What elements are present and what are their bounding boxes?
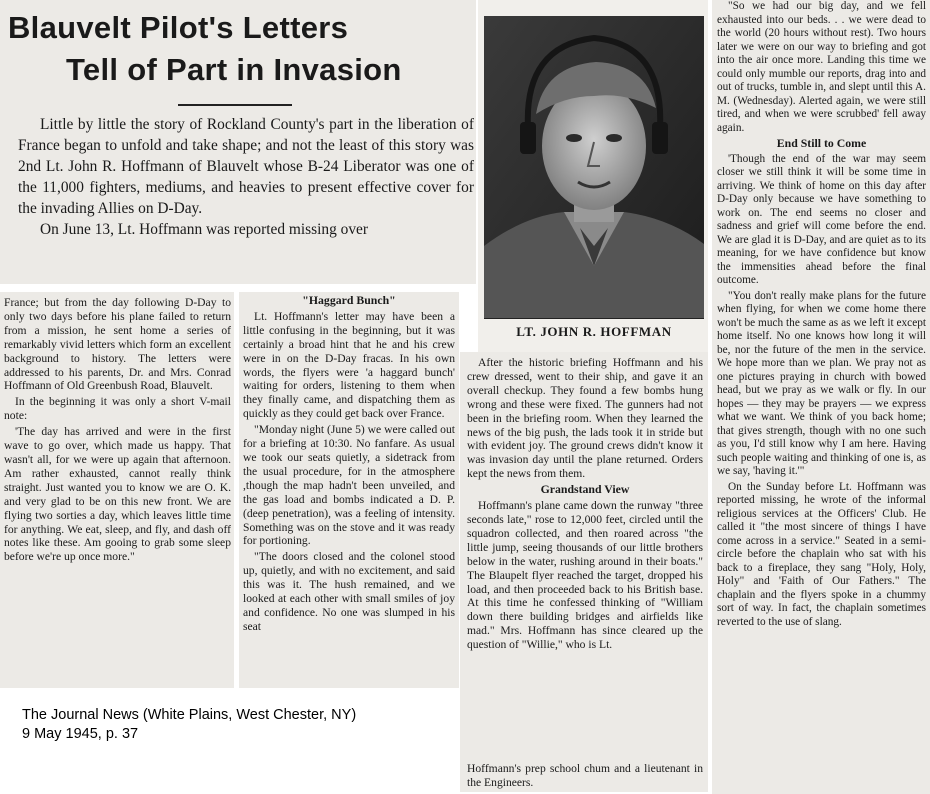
headline-line-1: Blauvelt Pilot's Letters	[8, 10, 349, 45]
column-3-subhead: Grandstand View	[540, 482, 630, 497]
column-3-text	[467, 356, 703, 654]
source-date-page: 9 May 1945, p. 37	[22, 726, 139, 742]
pilot-portrait-image	[484, 16, 704, 318]
column-2-subhead: "Haggard Bunch"	[302, 293, 396, 307]
column-4-paragraph-2: 'Though the end of the war may seem closer we still think it will be some time in arriving. We think of home on this day after D-Day only because we have something to work on. The end seems no closer and sadness and grief will come before the end. We are glad it is D-Day, and are quiet as to its meaning, for we have confidence but know the immensities ahead before the final outcome.	[717, 152, 926, 286]
column-4-text	[717, 0, 926, 631]
column-4-paragraph-1: "So we had our big day, and we fell exhausted into our beds. . . we were dead to the world (20 hours without rest). Two hours later we were on our way to briefing and got into the air once more. Landing this time we could only mumble our reports, drag into and out of trucks, tumble in, and slept until this A. M. (Wednesday). Alerted again, we were still tired, and when we were scrubbed' fell away again.	[717, 0, 926, 134]
lead-paragraph-1: Little by little the story of Rockland County's part in the liberation of France began to unfold and take shape; and not the least of this story was 2nd Lt. John R. Hoffmann of Blauvelt whose B-24 Liberator was one of the 11,000 fighters, mediums, and heavies to present effective cover for the invading Allies on D-Day.	[18, 116, 474, 217]
pilot-portrait-photo	[484, 16, 704, 318]
column-3-continuation	[467, 762, 703, 792]
column-1-paragraph-1: France; but from the day following D-Day to only two days before his plane failed to return from a mission, he sent home a series of remarkably vivid letters which form an excellent background to history. The letters were addressed to his parents, Dr. and Mrs. Conrad Hoffmann of Old Greenbush Road, Blauvelt.	[4, 296, 231, 393]
column-3-paragraph-1: After the historic briefing Hoffmann and his crew dressed, went to their ship, and gave it an overall checkup. They found a few bombs hung wrong and these were fixed. The gunners had not been in the briefing room. When they learned the news of the big push, the lads took it in stride but with evident joy. The ground crews didn't know it was invasion day until the plane returned. Orders kept the news from them.	[467, 356, 703, 481]
headline-line-2: Tell of Part in Invasion	[66, 52, 402, 87]
headline-rule	[178, 104, 292, 106]
column-2-paragraph-1: Lt. Hoffmann's letter may have been a little confusing in the beginning, but it was certainly a broad hint that he and his crew were in on the D-Day fracas. In his own words, the flyers were 'a haggard bunch' waiting for orders, listening to them when they finally came, and dispatching them as quickly as they could get back over France.	[243, 309, 455, 421]
column-1-paragraph-2: In the beginning it was only a short V-mail note:	[4, 395, 231, 423]
column-1-paragraph-3: 'The day has arrived and were in the first wave to go over, which made us happy. That wasn't all, for we were up again that afternoon. Am rather exhausted, cannot really think straight. Just wanted you to know we are O. K. and very glad to be on this new front. We are flying two sorties a day, which leaves little time for anything. We eat, sleep, and fly, and dash off notes like these. Am gooing to grab some sleep before we're up once more."	[4, 425, 231, 564]
source-citation	[22, 706, 452, 744]
photo-caption: LT. JOHN R. HOFFMAN	[516, 324, 672, 339]
photo-bottom-rule	[484, 318, 704, 319]
column-3-paragraph-3: Hoffmann's prep school chum and a lieutenant in the Engineers.	[467, 762, 703, 789]
column-4-subhead: End Still to Come	[776, 136, 867, 150]
column-3-paragraph-2: Hoffmann's plane came down the runway "three seconds late," rose to 12,000 feet, circled until the squadron collected, and then roared across "the little jump, seeing thousands of our little brothers below in the water, rushing around in their boats." The Blaupelt flyer reached the target, dropped his load, and then proceeded back to his British base. At this time he confessed thinking of "William down there building bridges and airfields like mad." Mrs. Hoffmann has since cleared up the question of "Willie," who is Lt.	[467, 499, 703, 652]
column-2-text	[243, 294, 455, 636]
lead-text	[18, 114, 474, 240]
lead-paragraph-2: On June 13, Lt. Hoffmann was reported missing over	[40, 221, 368, 238]
source-publication: The Journal News (White Plains, West Chester, NY)	[22, 707, 357, 723]
column-2-paragraph-3: "The doors closed and the colonel stood up, quietly, and with no excitement, and said this was it. The hush remained, and we looked at each other with small smiles of joy and confidence. No one was slumped in his seat	[243, 550, 455, 633]
column-4-paragraph-3: "You don't really make plans for the future when flying, for when we come home there won't be much the same as as we left it except home itself. No one knows how long it will be, nor the future of the men in the service. We hope more than we plan. We pray not as one pictures praying in church with bowed head, but we pray as we walk or fly. In our hopes — they may be prayers — we express what we want. We think of you back home; that gives strength, though with no one such as you, I'd still know why I am here. Having such people waiting and thinking of one is, as we say, 'having it.'"	[717, 289, 926, 477]
column-1-text	[4, 296, 231, 566]
column-2-paragraph-2: "Monday night (June 5) we were called out for a briefing at 10:30. No fanfare. As usual we took our seats quietly, a sidetrack from the usual procedure, for in the atmosphere ,though the map hadn't been unveiled, and the gas load and bombs indicated a D. P. (deep penetration), was a feeling of intensity. Something was on the stove and it was ready for portioning.	[243, 423, 455, 548]
column-4-paragraph-4: On the Sunday before Lt. Hoffmann was reported missing, he wrote of the informal religious services at the Officers' Club. He called it "the most sincere of things I have come across in a service." Seated in a semi-circle before the chaplain who sat with his back to a fireplace, they sang "Holy, Holy, Holy" and 'Faith of Our Fathers." The chaplain and the flyers spoke in a chummy sort of way. In fact, the chaplain sometimes reverted to the use of slang.	[717, 480, 926, 628]
